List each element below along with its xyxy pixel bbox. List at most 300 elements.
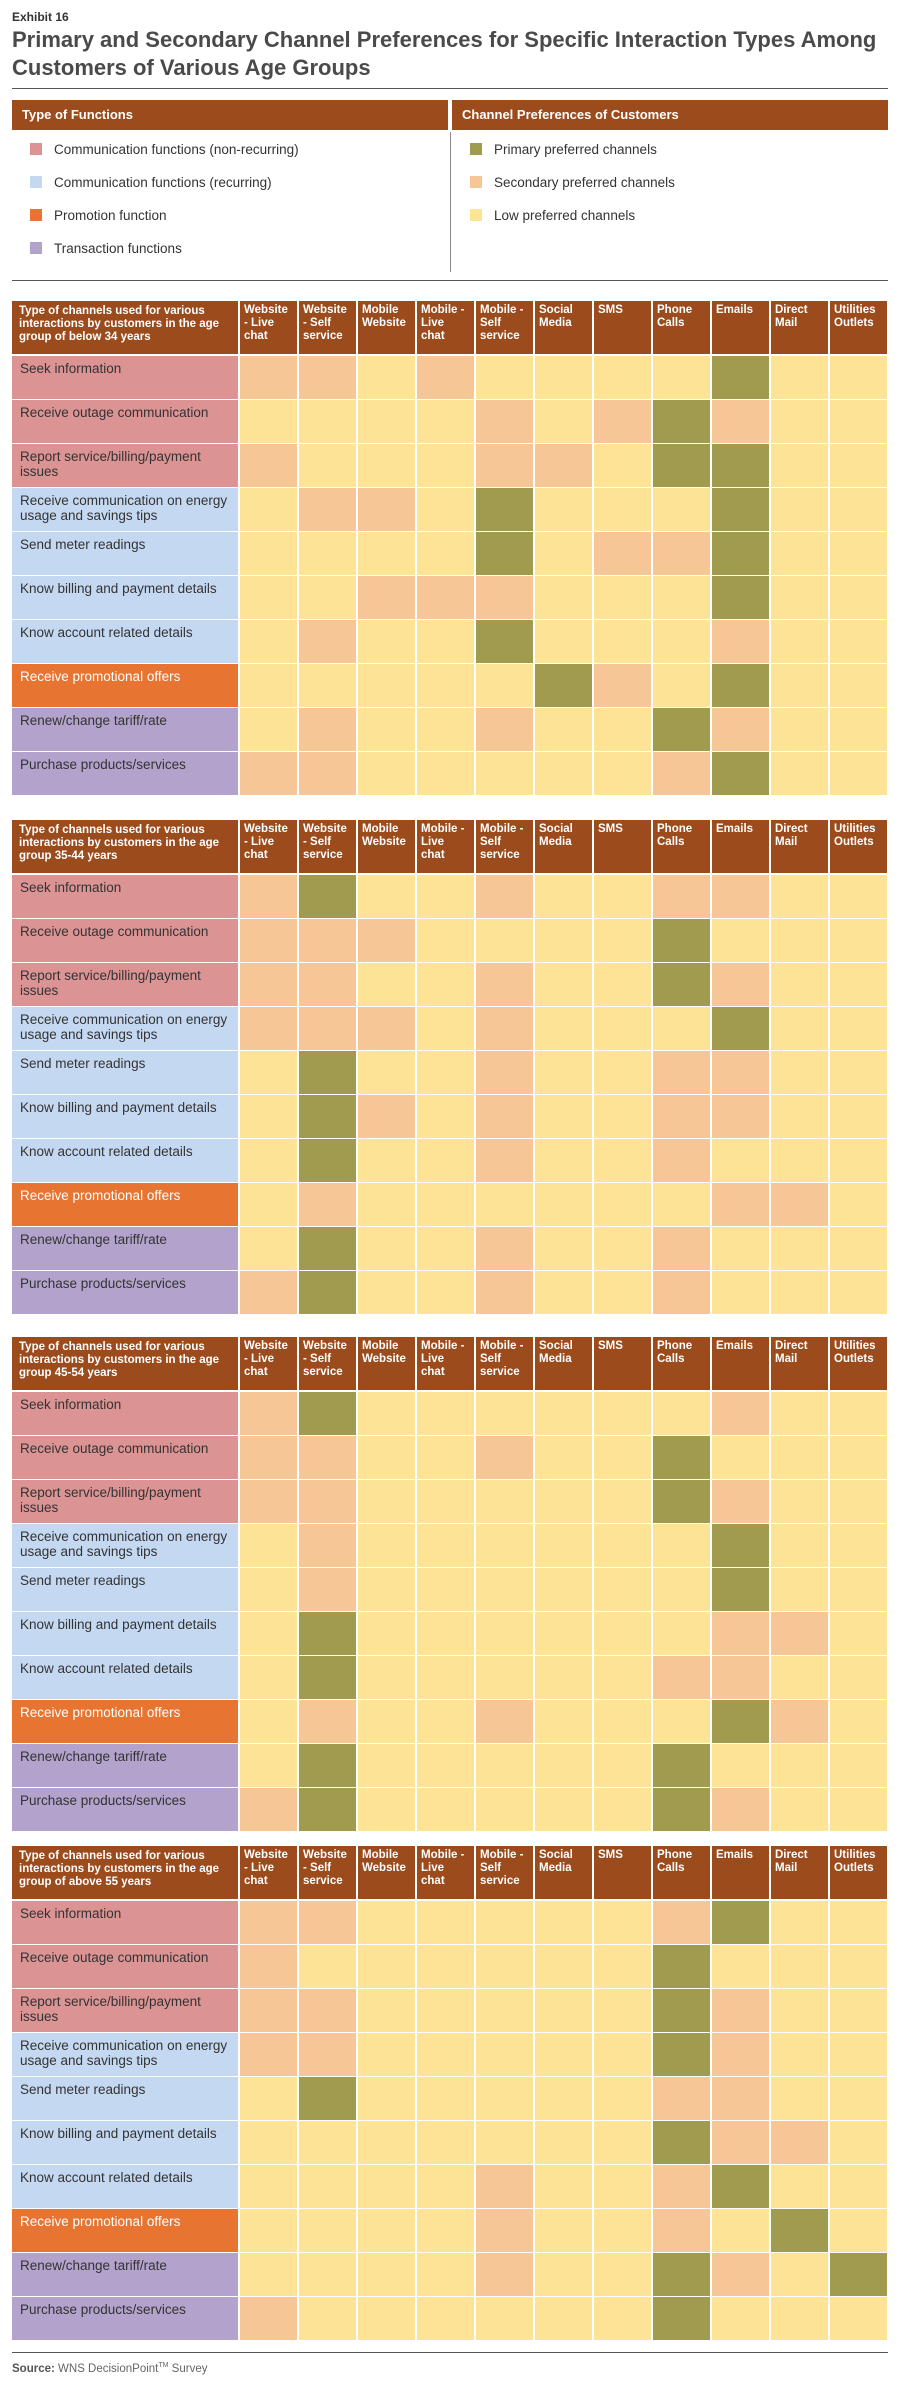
legend-function-item bbox=[30, 140, 299, 160]
interaction-label: Know billing and payment details bbox=[12, 1612, 238, 1655]
preference-cell bbox=[417, 1139, 474, 1182]
preference-cell bbox=[299, 2033, 356, 2076]
preference-cell bbox=[712, 1480, 769, 1523]
preference-cell bbox=[830, 1568, 887, 1611]
preference-cell bbox=[712, 1901, 769, 1944]
preference-cell bbox=[830, 356, 887, 399]
preference-cell bbox=[358, 444, 415, 487]
preference-cell bbox=[299, 1227, 356, 1270]
preference-cell bbox=[535, 1568, 592, 1611]
interaction-label: Receive communication on energy usage and savings tips bbox=[12, 488, 238, 531]
preference-cell bbox=[535, 1007, 592, 1050]
interaction-label: Purchase products/services bbox=[12, 1788, 238, 1831]
source-text: WNS DecisionPoint bbox=[58, 2362, 159, 2375]
interaction-label: Seek information bbox=[12, 1392, 238, 1435]
table-row bbox=[12, 1139, 888, 1182]
preference-cell bbox=[358, 532, 415, 575]
preference-cell bbox=[240, 2077, 297, 2120]
preference-cell bbox=[830, 708, 887, 751]
preference-cell bbox=[476, 2253, 533, 2296]
preference-cell bbox=[712, 1139, 769, 1182]
preference-cell bbox=[240, 1007, 297, 1050]
preference-cell bbox=[240, 708, 297, 751]
preference-cell bbox=[476, 576, 533, 619]
preference-cell bbox=[358, 1392, 415, 1435]
preference-cell bbox=[653, 1183, 710, 1226]
preference-cell bbox=[771, 1051, 828, 1094]
interaction-label: Report service/billing/payment issues bbox=[12, 1480, 238, 1523]
channel-header: Phone Calls bbox=[653, 820, 710, 873]
preference-cell bbox=[476, 2209, 533, 2252]
preference-cell bbox=[712, 2253, 769, 2296]
table-row bbox=[12, 1183, 888, 1226]
preference-cell bbox=[653, 532, 710, 575]
preference-cell bbox=[830, 1744, 887, 1787]
preference-cell bbox=[594, 1744, 651, 1787]
legend-swatch bbox=[30, 242, 42, 254]
preference-cell bbox=[240, 2209, 297, 2252]
preference-cell bbox=[594, 1392, 651, 1435]
interaction-label: Renew/change tariff/rate bbox=[12, 1744, 238, 1787]
preference-cell bbox=[771, 1436, 828, 1479]
preference-cell bbox=[240, 963, 297, 1006]
table-row bbox=[12, 2033, 888, 2076]
preference-cell bbox=[653, 1051, 710, 1094]
preference-cell bbox=[476, 1436, 533, 1479]
preference-cell bbox=[240, 752, 297, 795]
preference-cell bbox=[771, 1183, 828, 1226]
preference-cell bbox=[594, 1183, 651, 1226]
preference-cell bbox=[653, 1392, 710, 1435]
preference-cell bbox=[712, 1392, 769, 1435]
chart-title: Primary and Secondary Channel Preferences for Specific Interaction Types Among Customers of Various Age Groups bbox=[12, 27, 877, 80]
channel-header: Mobile - Self service bbox=[476, 1337, 533, 1390]
preference-cell bbox=[299, 620, 356, 663]
preference-cell bbox=[299, 2297, 356, 2340]
interaction-label: Receive promotional offers bbox=[12, 1700, 238, 1743]
preference-cell bbox=[476, 1392, 533, 1435]
preference-cell bbox=[240, 488, 297, 531]
preference-cell bbox=[358, 919, 415, 962]
interaction-label: Report service/billing/payment issues bbox=[12, 444, 238, 487]
preference-cell bbox=[712, 1007, 769, 1050]
preference-cell bbox=[653, 2297, 710, 2340]
preference-cell bbox=[240, 1945, 297, 1988]
preference-cell bbox=[358, 1744, 415, 1787]
preference-cell bbox=[476, 1095, 533, 1138]
preference-cell bbox=[653, 1007, 710, 1050]
preference-cell bbox=[771, 620, 828, 663]
channel-header: Mobile - Self service bbox=[476, 1846, 533, 1899]
channel-header: Mobile Website bbox=[358, 1337, 415, 1390]
preference-cell bbox=[299, 664, 356, 707]
preference-cell bbox=[712, 1436, 769, 1479]
interaction-label: Receive promotional offers bbox=[12, 1183, 238, 1226]
table-row bbox=[12, 752, 888, 795]
channel-header: Direct Mail bbox=[771, 820, 828, 873]
preference-cell bbox=[653, 752, 710, 795]
preference-cell bbox=[476, 444, 533, 487]
channel-header: Emails bbox=[712, 820, 769, 873]
table-row bbox=[12, 532, 888, 575]
preference-cell bbox=[417, 2209, 474, 2252]
preference-cell bbox=[653, 444, 710, 487]
preference-cell bbox=[830, 2121, 887, 2164]
preference-cell bbox=[830, 1095, 887, 1138]
preference-cell bbox=[299, 356, 356, 399]
preference-cell bbox=[535, 1436, 592, 1479]
preference-cell bbox=[299, 1700, 356, 1743]
preference-cell bbox=[535, 2165, 592, 2208]
preference-cell bbox=[476, 532, 533, 575]
table-row bbox=[12, 356, 888, 399]
preference-cell bbox=[830, 1700, 887, 1743]
legend-function-item bbox=[30, 173, 272, 193]
table-header-row bbox=[12, 1846, 888, 1899]
preference-cell bbox=[771, 444, 828, 487]
interaction-label: Purchase products/services bbox=[12, 1271, 238, 1314]
preference-cell bbox=[594, 2077, 651, 2120]
preference-cell bbox=[240, 1901, 297, 1944]
preference-cell bbox=[712, 875, 769, 918]
preference-cell bbox=[476, 1568, 533, 1611]
interaction-label: Renew/change tariff/rate bbox=[12, 708, 238, 751]
table-row bbox=[12, 1392, 888, 1435]
preference-cell bbox=[240, 2297, 297, 2340]
interaction-label: Receive communication on energy usage and savings tips bbox=[12, 2033, 238, 2076]
preference-cell bbox=[535, 356, 592, 399]
preference-cell bbox=[417, 2033, 474, 2076]
interaction-label: Send meter readings bbox=[12, 2077, 238, 2120]
preference-cell bbox=[240, 1227, 297, 1270]
preference-cell bbox=[535, 1139, 592, 1182]
channel-header: Website - Self service bbox=[299, 820, 356, 873]
preference-cell bbox=[417, 444, 474, 487]
preference-cell bbox=[476, 1524, 533, 1567]
preference-cell bbox=[535, 2121, 592, 2164]
preference-cell bbox=[299, 1656, 356, 1699]
preference-cell bbox=[771, 1744, 828, 1787]
preference-cell bbox=[594, 1788, 651, 1831]
preference-cell bbox=[240, 1436, 297, 1479]
preference-cell bbox=[712, 1656, 769, 1699]
preference-cell bbox=[771, 1227, 828, 1270]
interaction-label: Report service/billing/payment issues bbox=[12, 963, 238, 1006]
legend-function-label: Communication functions (non-recurring) bbox=[54, 142, 299, 157]
preference-cell bbox=[771, 1139, 828, 1182]
preference-cell bbox=[240, 1788, 297, 1831]
legend-channel-label: Primary preferred channels bbox=[494, 142, 657, 157]
preference-cell bbox=[653, 2077, 710, 2120]
preference-cell bbox=[476, 752, 533, 795]
preference-cell bbox=[299, 2077, 356, 2120]
preference-cell bbox=[653, 875, 710, 918]
preference-cell bbox=[594, 576, 651, 619]
preference-cell bbox=[712, 752, 769, 795]
table-header-title: Type of channels used for various interactions by customers in the age group of below 34 years bbox=[12, 301, 238, 354]
channel-header: Emails bbox=[712, 1337, 769, 1390]
channel-header: Mobile - Live chat bbox=[417, 1337, 474, 1390]
preference-cell bbox=[771, 1568, 828, 1611]
preference-cell bbox=[712, 532, 769, 575]
preference-cell bbox=[594, 1095, 651, 1138]
preference-cell bbox=[476, 400, 533, 443]
table-row bbox=[12, 1788, 888, 1831]
legend-channel-label: Secondary preferred channels bbox=[494, 175, 675, 190]
legend-function-item bbox=[30, 239, 182, 259]
channel-header: SMS bbox=[594, 1337, 651, 1390]
preference-cell bbox=[830, 1901, 887, 1944]
preference-cell bbox=[653, 2209, 710, 2252]
preference-cell bbox=[771, 708, 828, 751]
source-note bbox=[12, 2362, 207, 2375]
preference-cell bbox=[476, 2297, 533, 2340]
preference-cell bbox=[594, 875, 651, 918]
preference-cell bbox=[299, 2165, 356, 2208]
table-row bbox=[12, 1007, 888, 1050]
preference-cell bbox=[358, 356, 415, 399]
preference-cell bbox=[417, 1700, 474, 1743]
preference-cell bbox=[476, 1139, 533, 1182]
interaction-label: Renew/change tariff/rate bbox=[12, 1227, 238, 1270]
interaction-label: Receive outage communication bbox=[12, 1436, 238, 1479]
preference-cell bbox=[358, 2033, 415, 2076]
preference-cell bbox=[240, 532, 297, 575]
preference-cell bbox=[476, 2077, 533, 2120]
preference-cell bbox=[417, 1227, 474, 1270]
preference-cell bbox=[358, 2165, 415, 2208]
table-row bbox=[12, 1436, 888, 1479]
preference-cell bbox=[653, 963, 710, 1006]
preference-cell bbox=[535, 400, 592, 443]
preference-cell bbox=[771, 1095, 828, 1138]
preference-cell bbox=[240, 2121, 297, 2164]
preference-cell bbox=[594, 752, 651, 795]
table-row bbox=[12, 1989, 888, 2032]
preference-cell bbox=[653, 620, 710, 663]
preference-cell bbox=[240, 1700, 297, 1743]
interaction-label: Seek information bbox=[12, 1901, 238, 1944]
channel-header: Direct Mail bbox=[771, 1337, 828, 1390]
preference-cell bbox=[417, 1436, 474, 1479]
preference-cell bbox=[299, 1480, 356, 1523]
preference-cell bbox=[240, 1480, 297, 1523]
preference-cell bbox=[653, 2121, 710, 2164]
preference-cell bbox=[476, 1788, 533, 1831]
preference-cell bbox=[535, 1788, 592, 1831]
interaction-label: Send meter readings bbox=[12, 532, 238, 575]
preference-cell bbox=[830, 919, 887, 962]
preference-cell bbox=[594, 488, 651, 531]
preference-cell bbox=[771, 963, 828, 1006]
preference-cell bbox=[417, 875, 474, 918]
preference-cell bbox=[712, 1095, 769, 1138]
table-row bbox=[12, 400, 888, 443]
preference-cell bbox=[830, 752, 887, 795]
preference-cell bbox=[771, 1392, 828, 1435]
preference-cell bbox=[299, 1989, 356, 2032]
preference-cell bbox=[358, 2121, 415, 2164]
preference-cell bbox=[476, 1480, 533, 1523]
preference-cell bbox=[535, 488, 592, 531]
preference-cell bbox=[535, 664, 592, 707]
preference-cell bbox=[476, 488, 533, 531]
preference-cell bbox=[653, 1436, 710, 1479]
table-header-title: Type of channels used for various interactions by customers in the age group of above 55 years bbox=[12, 1846, 238, 1899]
preference-cell bbox=[476, 1656, 533, 1699]
preference-cell bbox=[535, 875, 592, 918]
preference-cell bbox=[653, 1480, 710, 1523]
interaction-label: Send meter readings bbox=[12, 1051, 238, 1094]
preference-cell bbox=[358, 1480, 415, 1523]
preference-cell bbox=[240, 1392, 297, 1435]
legend bbox=[12, 100, 888, 270]
interaction-label: Seek information bbox=[12, 356, 238, 399]
preference-cell bbox=[771, 1524, 828, 1567]
preference-cell bbox=[594, 664, 651, 707]
preference-cell bbox=[771, 400, 828, 443]
preference-cell bbox=[594, 356, 651, 399]
channel-header: Direct Mail bbox=[771, 301, 828, 354]
preference-cell bbox=[830, 1436, 887, 1479]
channel-header: Utilities Outlets bbox=[830, 1846, 887, 1899]
age-group-table bbox=[12, 820, 888, 1315]
interaction-label: Send meter readings bbox=[12, 1568, 238, 1611]
interaction-label: Know account related details bbox=[12, 2165, 238, 2208]
preference-cell bbox=[240, 2165, 297, 2208]
preference-cell bbox=[653, 1901, 710, 1944]
channel-header: Phone Calls bbox=[653, 1337, 710, 1390]
exhibit-label: Exhibit 16 bbox=[12, 10, 69, 24]
preference-cell bbox=[594, 708, 651, 751]
preference-cell bbox=[299, 576, 356, 619]
table-header-title: Type of channels used for various interactions by customers in the age group 45-54 years bbox=[12, 1337, 238, 1390]
preference-cell bbox=[299, 1051, 356, 1094]
preference-cell bbox=[358, 1095, 415, 1138]
table-row bbox=[12, 1051, 888, 1094]
preference-cell bbox=[240, 400, 297, 443]
preference-cell bbox=[771, 2077, 828, 2120]
preference-cell bbox=[830, 1271, 887, 1314]
preference-cell bbox=[299, 2209, 356, 2252]
preference-cell bbox=[712, 1524, 769, 1567]
table-row bbox=[12, 2209, 888, 2252]
preference-cell bbox=[830, 576, 887, 619]
preference-cell bbox=[594, 2209, 651, 2252]
legend-swatch bbox=[470, 143, 482, 155]
table-row bbox=[12, 1612, 888, 1655]
footer-rule bbox=[12, 2352, 888, 2353]
preference-cell bbox=[358, 1901, 415, 1944]
preference-cell bbox=[830, 1656, 887, 1699]
preference-cell bbox=[299, 752, 356, 795]
preference-cell bbox=[771, 875, 828, 918]
preference-cell bbox=[535, 576, 592, 619]
legend-function-label: Transaction functions bbox=[54, 241, 182, 256]
preference-cell bbox=[712, 1788, 769, 1831]
preference-cell bbox=[299, 1095, 356, 1138]
channel-header: Mobile Website bbox=[358, 1846, 415, 1899]
preference-cell bbox=[240, 1524, 297, 1567]
preference-cell bbox=[417, 1095, 474, 1138]
legend-channels-header: Channel Preferences of Customers bbox=[452, 100, 888, 130]
preference-cell bbox=[417, 1524, 474, 1567]
preference-cell bbox=[771, 488, 828, 531]
preference-cell bbox=[299, 444, 356, 487]
preference-cell bbox=[476, 963, 533, 1006]
preference-cell bbox=[712, 2033, 769, 2076]
preference-cell bbox=[653, 2253, 710, 2296]
channel-header: Social Media bbox=[535, 1337, 592, 1390]
preference-cell bbox=[299, 1524, 356, 1567]
preference-cell bbox=[417, 664, 474, 707]
legend-channel-item bbox=[470, 206, 635, 226]
preference-cell bbox=[535, 2209, 592, 2252]
preference-cell bbox=[771, 1945, 828, 1988]
legend-channel-item bbox=[470, 173, 675, 193]
preference-cell bbox=[594, 1656, 651, 1699]
interaction-label: Receive outage communication bbox=[12, 1945, 238, 1988]
preference-cell bbox=[771, 1007, 828, 1050]
preference-cell bbox=[830, 1183, 887, 1226]
preference-cell bbox=[594, 620, 651, 663]
preference-cell bbox=[771, 664, 828, 707]
source-tm: TM bbox=[158, 2362, 169, 2369]
age-group-table bbox=[12, 1846, 888, 2341]
source-suffix: Survey bbox=[168, 2362, 208, 2375]
preference-cell bbox=[476, 875, 533, 918]
interaction-label: Purchase products/services bbox=[12, 752, 238, 795]
preference-cell bbox=[594, 1700, 651, 1743]
preference-cell bbox=[476, 919, 533, 962]
channel-header: SMS bbox=[594, 301, 651, 354]
legend-swatch bbox=[470, 209, 482, 221]
preference-cell bbox=[712, 1700, 769, 1743]
preference-cell bbox=[771, 1656, 828, 1699]
preference-cell bbox=[417, 400, 474, 443]
preference-cell bbox=[476, 1901, 533, 1944]
age-group-table bbox=[12, 1337, 888, 1832]
preference-cell bbox=[417, 1271, 474, 1314]
channel-header: Utilities Outlets bbox=[830, 820, 887, 873]
table-row bbox=[12, 2253, 888, 2296]
preference-cell bbox=[535, 1095, 592, 1138]
preference-cell bbox=[358, 488, 415, 531]
preference-cell bbox=[299, 488, 356, 531]
table-row bbox=[12, 664, 888, 707]
preference-cell bbox=[358, 1436, 415, 1479]
table-row bbox=[12, 2165, 888, 2208]
preference-cell bbox=[830, 1945, 887, 1988]
preference-cell bbox=[771, 532, 828, 575]
preference-cell bbox=[594, 532, 651, 575]
preference-cell bbox=[299, 1139, 356, 1182]
preference-cell bbox=[358, 1656, 415, 1699]
preference-cell bbox=[535, 1392, 592, 1435]
preference-cell bbox=[712, 576, 769, 619]
preference-cell bbox=[358, 620, 415, 663]
preference-cell bbox=[240, 620, 297, 663]
preference-cell bbox=[417, 1392, 474, 1435]
table-row bbox=[12, 1227, 888, 1270]
table-row bbox=[12, 1700, 888, 1743]
title-rule bbox=[12, 88, 888, 89]
preference-cell bbox=[653, 1227, 710, 1270]
channel-header: Mobile - Self service bbox=[476, 301, 533, 354]
preference-cell bbox=[417, 1744, 474, 1787]
preference-cell bbox=[476, 1612, 533, 1655]
preference-cell bbox=[417, 2121, 474, 2164]
